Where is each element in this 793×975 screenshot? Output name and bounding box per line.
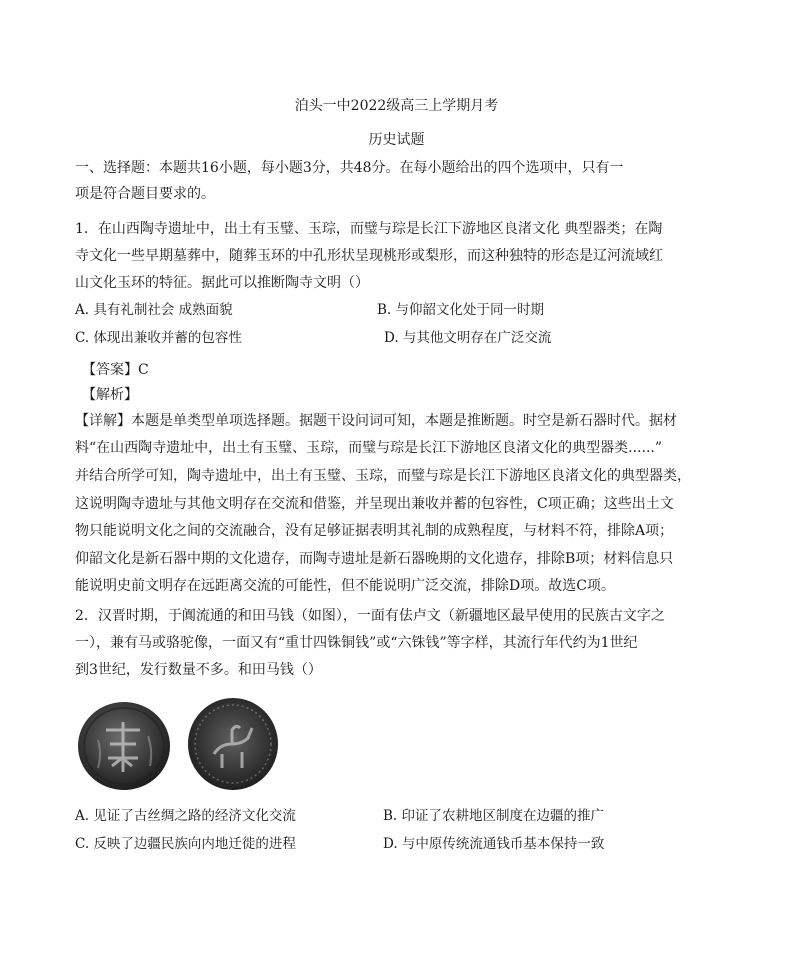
q1-detail-line-7: 能说明史前文明存在远距离交流的可能性，但不能说明广泛交流，排除D项。故选C项。 <box>75 578 615 594</box>
q1-option-c: C. 体现出兼收并蓄的包容性 <box>75 330 242 346</box>
coin-back-image <box>186 696 280 792</box>
q2-option-b: B. 印证了农耕地区制度在边疆的推广 <box>383 808 605 824</box>
q2-option-c: C. 反映了边疆民族向内地迁徙的进程 <box>75 836 296 852</box>
q1-detail-line-5: 物只能说明文化之间的交流融合，没有足够证据表明其礼制的成熟程度，与材料不符，排除A项； <box>75 523 674 539</box>
q1-analysis-label: 【解析】 <box>82 387 138 403</box>
q1-detail-line-2: 料“在山西陶寺遗址中，出土有玉璧、玉琮，而璧与琮是长江下游地区良渚文化的典型器类......” <box>75 440 663 456</box>
q1-stem-line-1: 1．在山西陶寺遗址中，出土有玉璧、玉琮，而璧与琮是长江下游地区良渚文化 典型器类；在陶 <box>75 221 663 237</box>
section-instruction-line-1: 一、选择题：本题共16小题，每小题3分，共48分。在每小题给出的四个选项中，只有一 <box>75 160 624 176</box>
q1-detail-line-3: 并结合所学可知，陶寺遗址中，出土有玉璧、玉琮，而璧与琮是长江下游地区良渚文化的典型器类， <box>75 468 691 484</box>
q1-detail-line-6: 仰韶文化是新石器中期的文化遗存，而陶寺遗址是新石器晚期的文化遗存，排除B项；材料信息只 <box>75 551 674 567</box>
q1-option-b: B. 与仰韶文化处于同一时期 <box>377 302 545 318</box>
q1-option-d: D. 与其他文明存在广泛交流 <box>384 330 552 346</box>
q1-stem-line-3: 山文化玉环的特征。据此可以推断陶寺文明（） <box>75 275 369 291</box>
q1-detail-line-1: 【详解】本题是单类型单项选择题。据题干设问词可知，本题是推断题。时空是新石器时代。据材 <box>75 413 677 429</box>
q2-stem-line-2: 一），兼有马或骆驼像，一面又有“重廿四铢铜钱”或“六铢钱”等字样，其流行年代约为1世纪 <box>75 635 638 651</box>
section-instruction-line-2: 项是符合题目要求的。 <box>75 186 215 202</box>
exam-subtitle: 历史试题 <box>368 132 425 148</box>
q1-answer: 【答案】C <box>82 362 149 378</box>
q2-option-a: A. 见证了古丝绸之路的经济文化交流 <box>75 808 296 824</box>
q1-detail-line-4: 这说明陶寺遗址与其他文明存在交流和借鉴，并呈现出兼收并蓄的包容性，C项正确；这些出土文 <box>75 496 674 512</box>
coin-front-image <box>76 700 172 792</box>
exam-title: 泊头一中2022级高三上学期月考 <box>294 98 499 114</box>
q2-stem-line-3: 到3世纪，发行数量不多。和田马钱（） <box>75 662 322 678</box>
q2-option-d: D. 与中原传统流通钱币基本保持一致 <box>383 836 605 852</box>
q1-stem-line-2: 寺文化一些早期墓葬中，随葬玉环的中孔形状呈现桃形或梨形，而这种独特的形态是辽河流域红 <box>75 248 663 264</box>
q1-option-a: A. 具有礼制社会 成熟面貌 <box>75 302 233 318</box>
q2-stem-line-1: 2．汉晋时期，于阗流通的和田马钱（如图），一面有佉卢文（新疆地区最早使用的民族古文字之 <box>75 608 665 624</box>
